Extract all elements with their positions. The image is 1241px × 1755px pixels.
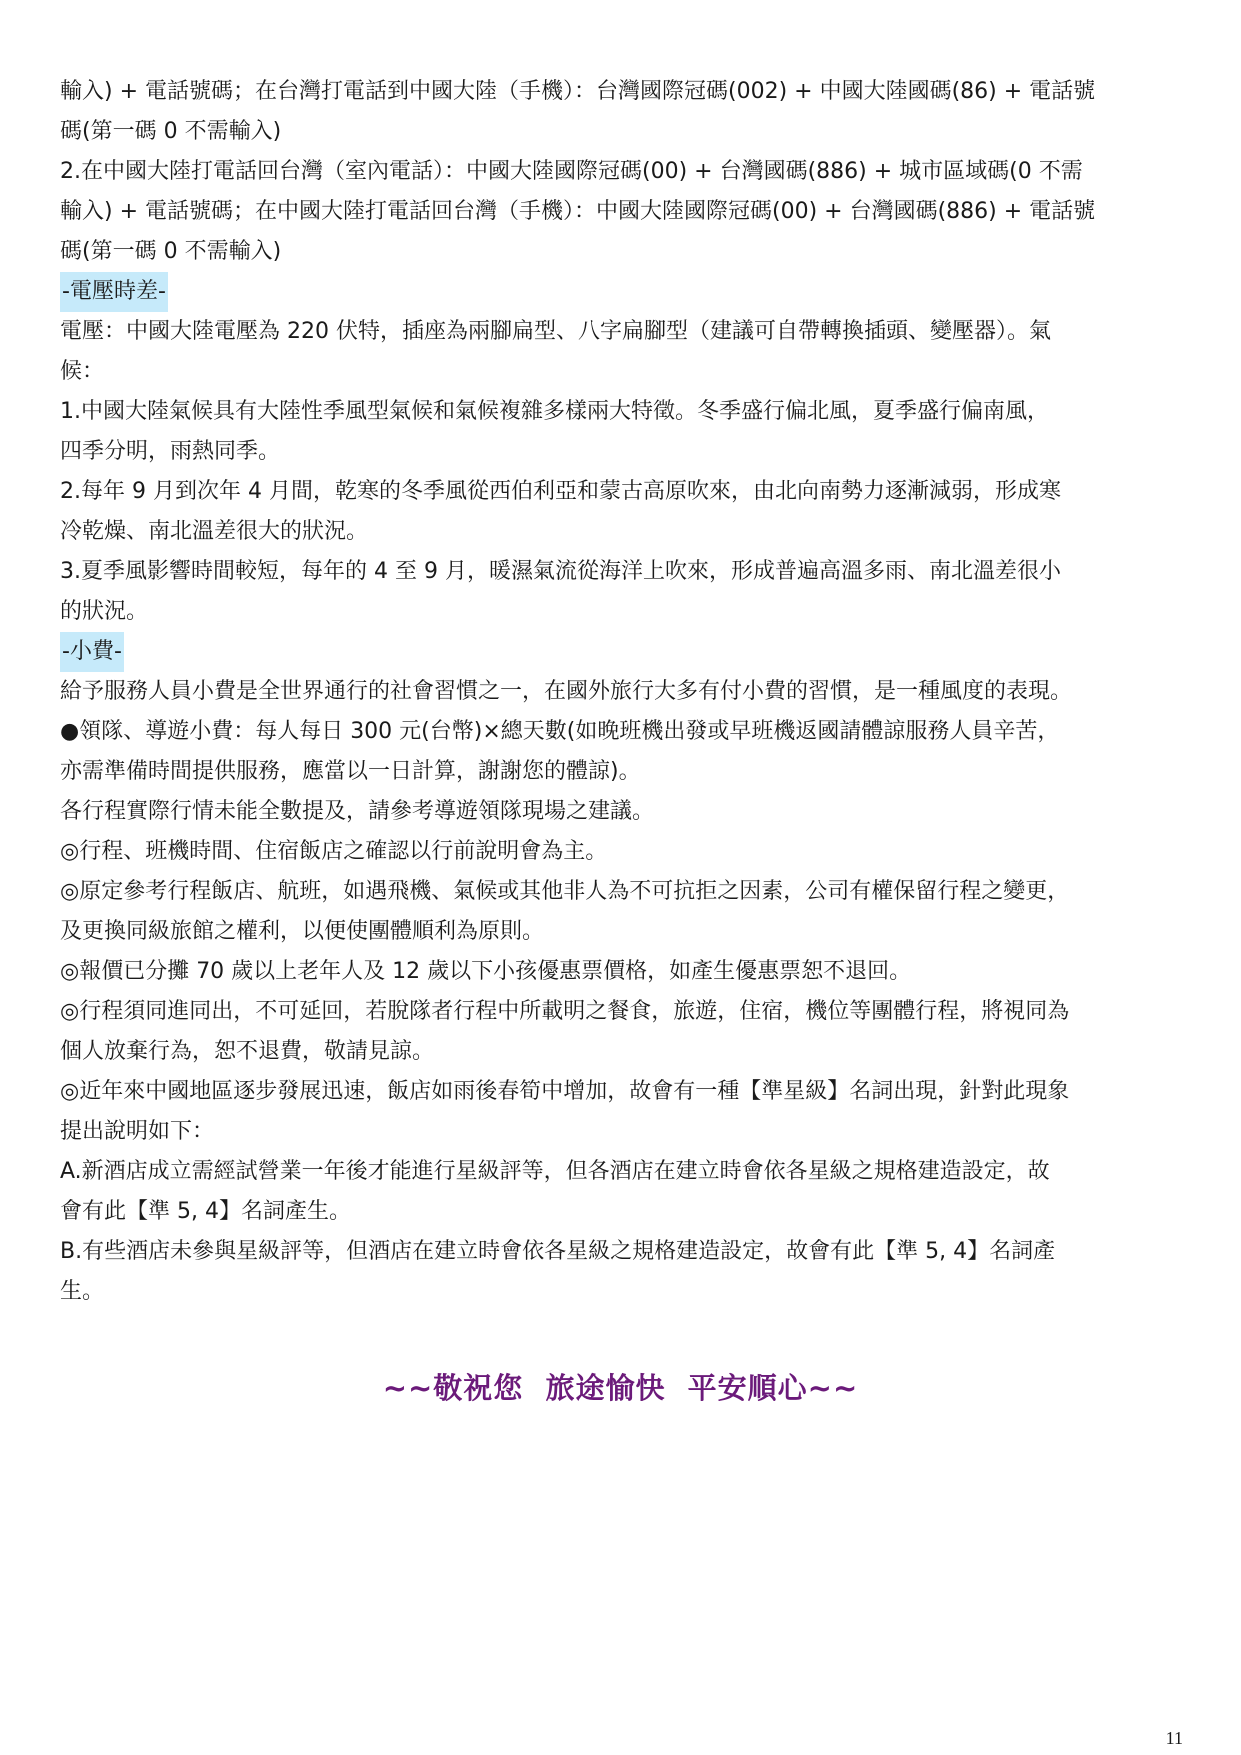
text-line: 的狀況。 xyxy=(60,599,149,624)
section-heading-tips xyxy=(60,632,1184,672)
text-line: 及更換同級旅館之權利，以便使團體順利為原則。 xyxy=(60,919,545,944)
text-line: 給予服務人員小費是全世界通行的社會習慣之一，在國外旅行大多有付小費的習慣，是一種風度的表現。 xyxy=(60,679,1073,704)
text-line: 冷乾燥、南北溫差很大的狀況。 xyxy=(60,519,369,544)
text-line: A.新酒店成立需經試營業一年後才能進行星級評等，但各酒店在建立時會依各星級之規格建造設定，故 xyxy=(60,1159,1050,1184)
text-line: 生。 xyxy=(60,1279,105,1304)
closing-greeting: ~~敬祝您 旅途愉快 平安順心~~ xyxy=(382,1371,859,1405)
heading-highlight: -小費- xyxy=(60,632,124,672)
text-line: 1.中國大陸氣候具有大陸性季風型氣候和氣候複雜多樣兩大特徵。冬季盛行偏北風，夏季盛行偏南風， xyxy=(60,399,1049,424)
text-line: 輸入) + 電話號碼；在中國大陸打電話回台灣（手機）：中國大陸國際冠碼(00) + 台灣國碼(886) + 電話號 xyxy=(60,199,1096,224)
text-line: 各行程實際行情未能全數提及，請參考導遊領隊現場之建議。 xyxy=(60,799,655,824)
text-line: 亦需準備時間提供服務，應當以一日計算，謝謝您的體諒)。 xyxy=(60,759,641,784)
text-line: 個人放棄行為，恕不退費，敬請見諒。 xyxy=(60,1039,435,1064)
text-line: 2.每年 9 月到次年 4 月間，乾寒的冬季風從西伯利亞和蒙古高原吹來，由北向南勢力逐漸減弱，形成寒 xyxy=(60,479,1061,504)
text-line: ◎報價已分攤 70 歲以上老年人及 12 歲以下小孩優惠票價格，如產生優惠票恕不退回。 xyxy=(60,959,912,984)
text-line: ◎行程須同進同出，不可延回，若脫隊者行程中所載明之餐食，旅遊，住宿，機位等團體行程，將視同為 xyxy=(60,999,1070,1024)
text-line: 提出說明如下： xyxy=(60,1119,215,1144)
text-line: ◎近年來中國地區逐步發展迅速，飯店如雨後春筍中增加，故會有一種【準星級】名詞出現，針對此現象 xyxy=(60,1079,1070,1104)
text-line: 碼(第一碼 0 不需輸入) xyxy=(60,239,282,264)
section-heading-voltage xyxy=(60,272,1184,312)
text-line: ◎原定參考行程飯店、航班，如遇飛機、氣候或其他非人為不可抗拒之因素，公司有權保留行程之變更， xyxy=(60,879,1070,904)
text-line: 候： xyxy=(60,359,105,384)
text-line: 2.在中國大陸打電話回台灣（室內電話）：中國大陸國際冠碼(00) + 台灣國碼(886) + 城市區域碼(0 不需 xyxy=(60,159,1083,184)
text-line: ●領隊、導遊小費：每人每日 300 元(台幣)×總天數(如晚班機出發或早班機返國請體諒服務人員辛苦， xyxy=(60,719,1060,744)
text-line: 碼(第一碼 0 不需輸入) xyxy=(60,119,282,144)
heading-highlight: -電壓時差- xyxy=(60,272,168,312)
text-line: 3.夏季風影響時間較短，每年的 4 至 9 月，暖濕氣流從海洋上吹來，形成普遍高溫多雨、南北溫差很小 xyxy=(60,559,1061,584)
text-line: 輸入) + 電話號碼；在台灣打電話到中國大陸（手機）：台灣國際冠碼(002) + 中國大陸國碼(86) + 電話號 xyxy=(60,79,1096,104)
text-line: 會有此【準 5, 4】名詞產生。 xyxy=(60,1199,351,1224)
text-line: 電壓：中國大陸電壓為 220 伏特，插座為兩腳扁型、八字扁腳型（建議可自帶轉換插頭、變壓器）。氣 xyxy=(60,319,1051,344)
page-number: 11 xyxy=(1165,1728,1183,1748)
text-line: B.有些酒店未參與星級評等，但酒店在建立時會依各星級之規格建造設定，故會有此【準 5, 4】名詞產 xyxy=(60,1239,1056,1264)
text-line: ◎行程、班機時間、住宿飯店之確認以行前說明會為主。 xyxy=(60,839,608,864)
text-line: 四季分明，雨熱同季。 xyxy=(60,439,281,464)
document-body xyxy=(60,72,1184,1312)
